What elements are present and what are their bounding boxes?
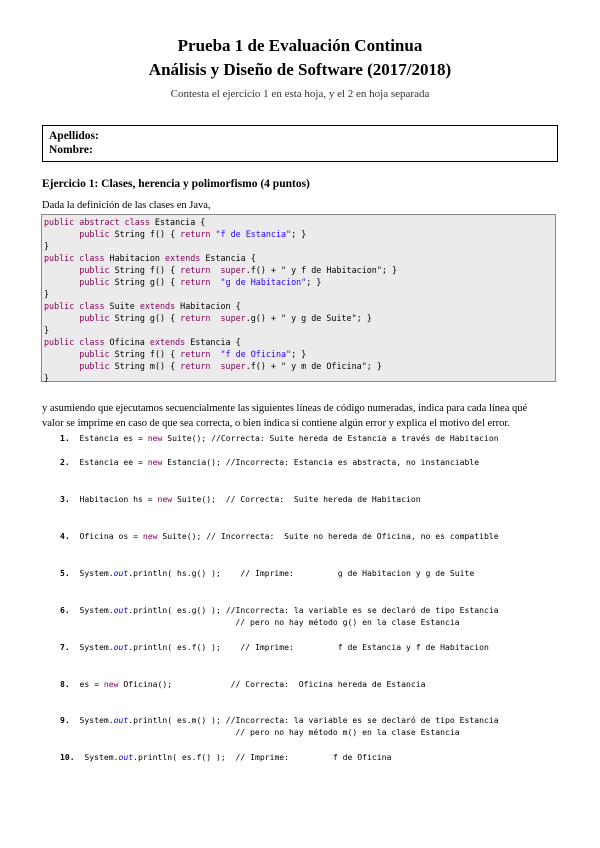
answer-line: 2. Estancia ee = new Estancia(); //Incorrecta: Estancia es abstracta, no instanciable (60, 457, 480, 467)
code-line: public class Oficina extends Estancia { (44, 337, 241, 347)
answer-line: 5. System.out.println( hs.g() ); // Imprime: g de Habitacion y g de Suite (60, 568, 475, 578)
code-line: public String m() { return super.f() + " y m de Oficina"; } (44, 361, 382, 371)
answer-continuation: // pero no hay método m() en la clase Estancia (60, 727, 460, 737)
code-line: public String f() { return super.f() + " y f de Habitacion"; } (44, 265, 397, 275)
instructions: Contesta el ejercicio 1 en esta hoja, y el 2 en hoja separada (170, 88, 430, 100)
answer-line: 8. es = new Oficina(); // Correcta: Oficina hereda de Estancia (60, 679, 426, 689)
code-line: } (44, 325, 50, 335)
exercise-heading: Ejercicio 1: Clases, herencia y polimorfismo (4 puntos) (42, 178, 310, 190)
surname-label: Apellidos: (49, 130, 99, 142)
answer-continuation: // pero no hay método g() en la clase Estancia (60, 617, 460, 627)
code-line: public class Suite extends Habitacion { (44, 301, 241, 311)
code-line: public String g() { return super.g() + " y g de Suite"; } (44, 313, 372, 323)
title-line-2: Análisis y Diseño de Software (2017/2018) (148, 60, 452, 79)
code-block (41, 214, 556, 382)
code-line: public String f() { return "f de Estancia"; } (44, 229, 307, 239)
code-line: } (44, 373, 50, 383)
name-label: Nombre: (49, 144, 93, 156)
code-line: public String g() { return "g de Habitacion"; } (44, 277, 322, 287)
code-line: } (44, 289, 50, 299)
code-line: public abstract class Estancia { (44, 217, 206, 227)
code-line: } (44, 241, 50, 251)
answer-line: 1. Estancia es = new Suite(); //Correcta: Suite hereda de Estancia a través de Habitacion (60, 433, 499, 443)
answer-line: 6. System.out.println( es.g() ); //Incorrecta: la variable es se declaró de tipo Estancia (60, 605, 499, 615)
answer-line: 10. System.out.println( es.f() ); // Imprime: f de Oficina (60, 752, 392, 762)
paragraph-line-2: valor se imprime en caso de que sea correcta, o bien indica si contiene algún error y explica el motivo del error. (42, 418, 510, 429)
code-line: public class Habitacion extends Estancia { (44, 253, 256, 263)
exercise-intro: Dada la definición de las clases en Java, (42, 200, 211, 211)
answer-line: 4. Oficina os = new Suite(); // Incorrecta: Suite no hereda de Oficina, no es compatible (60, 531, 499, 541)
code-line: public String f() { return "f de Oficina"; } (44, 349, 307, 359)
paragraph-line-1: y asumiendo que ejecutamos secuencialmente las siguientes líneas de código numeradas, indica para cada línea qué (42, 403, 528, 414)
answer-line: 9. System.out.println( es.m() ); //Incorrecta: la variable es se declaró de tipo Estancia (60, 715, 499, 725)
answer-line: 3. Habitacion hs = new Suite(); // Correcta: Suite hereda de Habitacion (60, 494, 421, 504)
title-line-1: Prueba 1 de Evaluación Continua (177, 36, 423, 55)
answer-line: 7. System.out.println( es.f() ); // Imprime: f de Estancia y f de Habitacion (60, 642, 489, 652)
student-info-box (42, 125, 558, 162)
